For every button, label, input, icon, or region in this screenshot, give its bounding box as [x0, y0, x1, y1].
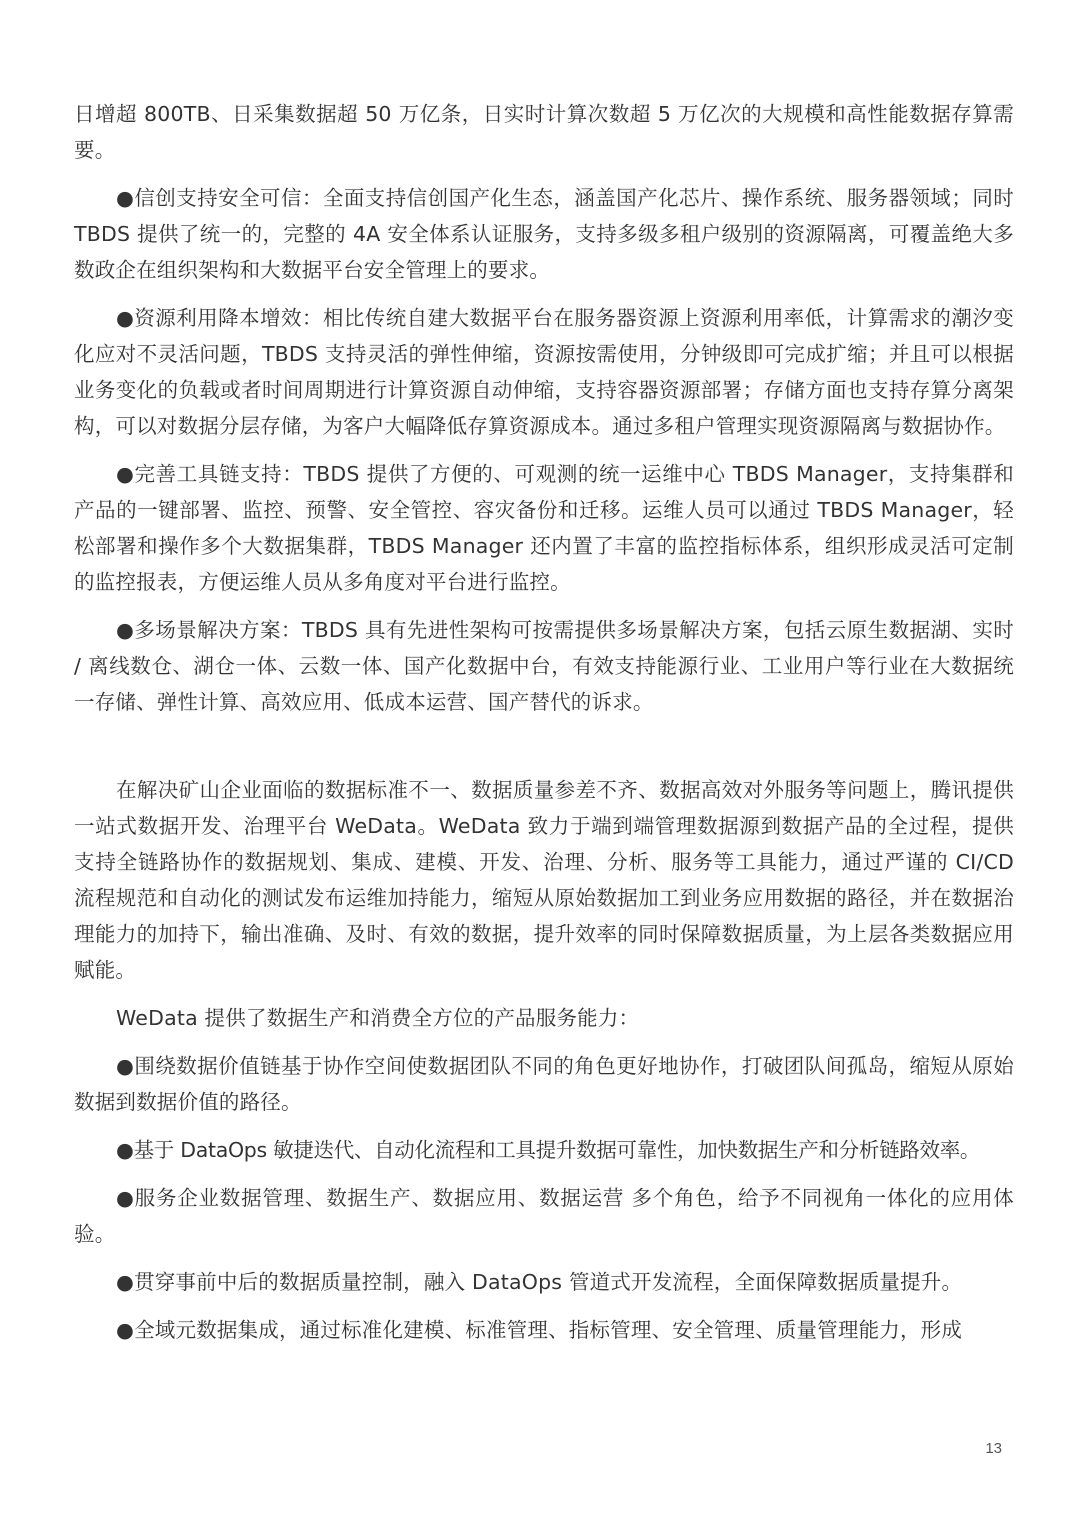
paragraph-dataops-agile: ●基于 DataOps 敏捷迭代、自动化流程和工具提升数据可靠性，加快数据生产和分析链路效率。 — [116, 1138, 981, 1162]
paragraph-value-chain: ●围绕数据价值链基于协作空间使数据团队不同的角色更好地协作，打破团队间孤岛，缩短从原始数据到数据价值的路径。 — [74, 1054, 1014, 1114]
paragraph-resource-efficiency: ●资源利用降本增效：相比传统自建大数据平台在服务器资源上资源利用率低，计算需求的潮汐变化应对不灵活问题，TBDS 支持灵活的弹性伸缩，资源按需使用，分钟级即可完成扩缩；并且可以根据业务变化的负载或者时间周期进行计算资源自动伸缩，支持容器资源部署；存储方面也支持存算分离架构，可以对数据分层存储，为客户大幅降低存算资源成本。通过多租户管理实现资源隔离与数据协作。 — [74, 306, 1014, 438]
paragraph-toolchain-support: ●完善工具链支持：TBDS 提供了方便的、可观测的统一运维中心 TBDS Manager，支持集群和产品的一键部署、监控、预警、安全管控、容灾备份和迁移。运维人员可以通过 TBDS Manager，轻松部署和操作多个大数据集群，TBDS Manager 还内置了丰富的监控指标体系，组织形成灵活可定制的监控报表，方便运维人员从多角度对平台进行监控。 — [74, 462, 1014, 594]
document-body — [74, 96, 1014, 1360]
paragraph-xinchuang-security: ●信创支持安全可信：全面支持信创国产化生态，涵盖国产化芯片、操作系统、服务器领域；同时 TBDS 提供了统一的，完整的 4A 安全体系认证服务，支持多级多租户级别的资源隔离，可覆盖绝大多数政企在组织架构和大数据平台安全管理上的要求。 — [74, 186, 1014, 282]
paragraph-quality-control: ●贯穿事前中后的数据质量控制，融入 DataOps 管道式开发流程，全面保障数据质量提升。 — [116, 1270, 963, 1294]
paragraph-wedata-capabilities: WeData 提供了数据生产和消费全方位的产品服务能力： — [116, 1006, 640, 1030]
paragraph-wedata-intro: 在解决矿山企业面临的数据标准不一、数据质量参差不齐、数据高效对外服务等问题上，腾讯提供一站式数据开发、治理平台 WeData。WeData 致力于端到端管理数据源到数据产品的全过程，提供支持全链路协作的数据规划、集成、建模、开发、治理、分析、服务等工具能力，通过严谨的 CI/CD 流程规范和自动化的测试发布运维加持能力，缩短从原始数据加工到业务应用数据的路径，并在数据治理能力的加持下，输出准确、及时、有效的数据，提升效率的同时保障数据质量，为上层各类数据应用赋能。 — [74, 778, 1014, 982]
page-number: 13 — [985, 1440, 1002, 1457]
paragraph-multi-scenario: ●多场景解决方案：TBDS 具有先进性架构可按需提供多场景解决方案，包括云原生数据湖、实时 / 离线数仓、湖仓一体、云数一体、国产化数据中台，有效支持能源行业、工业用户等行业在大数据统一存储、弹性计算、高效应用、低成本运营、国产替代的诉求。 — [74, 618, 1014, 714]
paragraph-multi-role: ●服务企业数据管理、数据生产、数据应用、数据运营 多个角色，给予不同视角一体化的应用体验。 — [74, 1186, 1014, 1246]
paragraph-metadata-integration: ●全域元数据集成，通过标准化建模、标准管理、指标管理、安全管理、质量管理能力，形成 — [116, 1318, 963, 1342]
paragraph-storage-scale: 日增超 800TB、日采集数据超 50 万亿条，日实时计算次数超 5 万亿次的大规模和高性能数据存算需要。 — [74, 102, 1014, 162]
